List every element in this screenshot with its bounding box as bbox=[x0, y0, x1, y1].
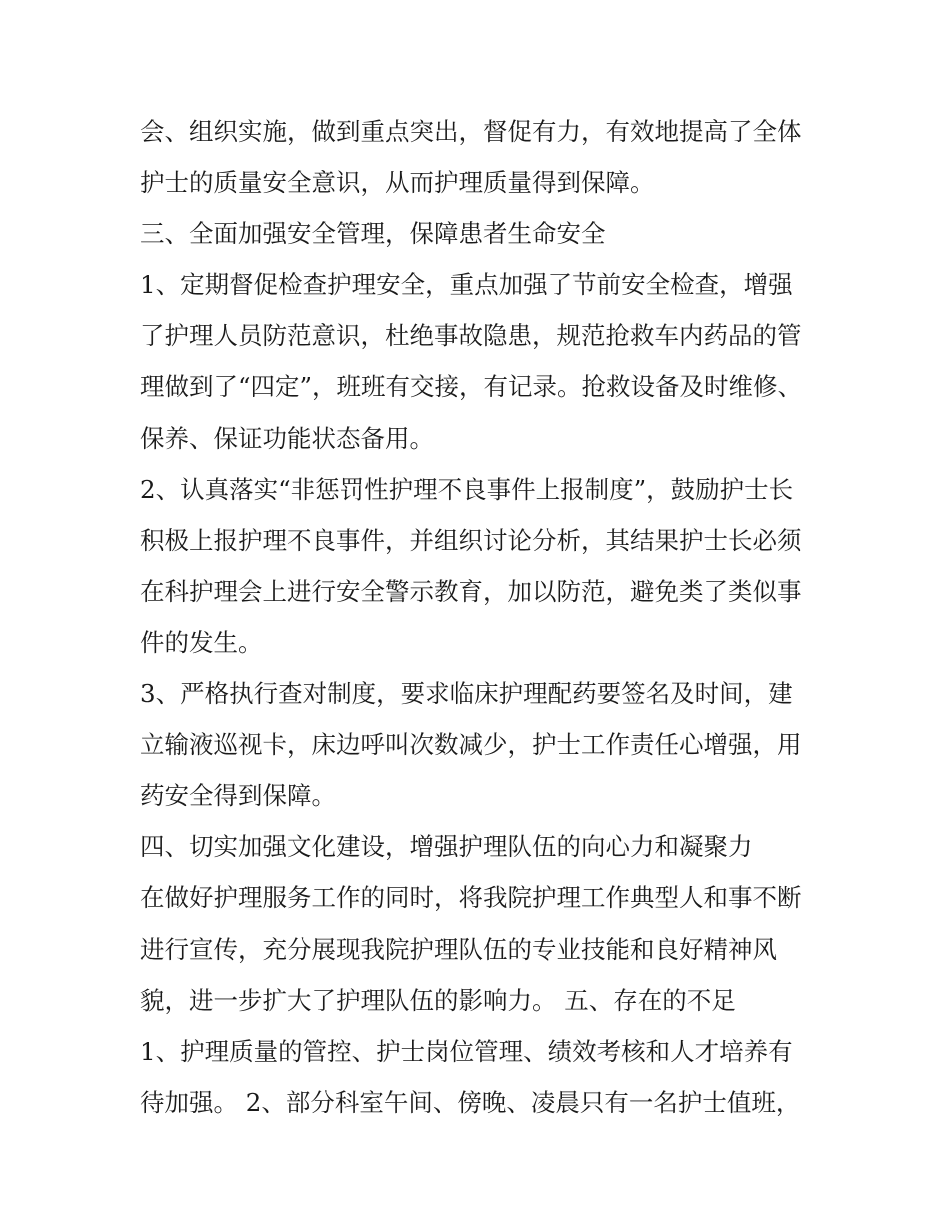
paragraph-line: 3、严格执行查对制度，要求临床护理配药要签名及时间，建 bbox=[140, 679, 793, 709]
paragraph-line: 2、认真落实“非惩罚性护理不良事件上报制度”，鼓励护士长 bbox=[140, 474, 794, 504]
paragraph-line: 件的发生。 bbox=[140, 627, 263, 657]
paragraph-line: 在科护理会上进行安全警示教育，加以防范，避免类了类似事 bbox=[140, 576, 802, 606]
section-heading: 三、全面加强安全管理，保障患者生命安全 bbox=[140, 219, 606, 249]
paragraph-line: 药安全得到保障。 bbox=[140, 781, 336, 811]
paragraph-line: 了护理人员防范意识，杜绝事故隐患，规范抢救车内药品的管 bbox=[140, 321, 802, 351]
paragraph-line: 积极上报护理不良事件，并组织讨论分析，其结果护士长必须 bbox=[140, 525, 802, 555]
document-body bbox=[140, 106, 820, 1128]
paragraph-line: 立输液巡视卡，床边呼叫次数减少，护士工作责任心增强，用 bbox=[140, 730, 802, 760]
paragraph-line: 待加强。 2、部分科室午间、傍晚、凌晨只有一名护士值班， bbox=[140, 1087, 801, 1117]
paragraph-line: 貌，进一步扩大了护理队伍的影响力。 五、存在的不足 bbox=[140, 985, 736, 1015]
paragraph-line: 保养、保证功能状态备用。 bbox=[140, 423, 434, 453]
paragraph-line: 1、护理质量的管控、护士岗位管理、绩效考核和人才培养有 bbox=[140, 1036, 793, 1066]
paragraph-line: 1、定期督促检查护理安全，重点加强了节前安全检查，增强 bbox=[140, 270, 793, 300]
section-heading: 四、切实加强文化建设，增强护理队伍的向心力和凝聚力 bbox=[140, 832, 753, 862]
paragraph-line: 在做好护理服务工作的同时，将我院护理工作典型人和事不断 bbox=[140, 883, 802, 913]
paragraph-line: 会、组织实施，做到重点突出，督促有力，有效地提高了全体 bbox=[140, 117, 802, 146]
paragraph-line: 理做到了“四定”，班班有交接，有记录。抢救设备及时维修、 bbox=[140, 372, 803, 402]
paragraph-line: 护士的质量安全意识，从而护理质量得到保障。 bbox=[140, 168, 655, 198]
paragraph-line: 进行宣传，充分展现我院护理队伍的专业技能和良好精神风 bbox=[140, 934, 777, 964]
